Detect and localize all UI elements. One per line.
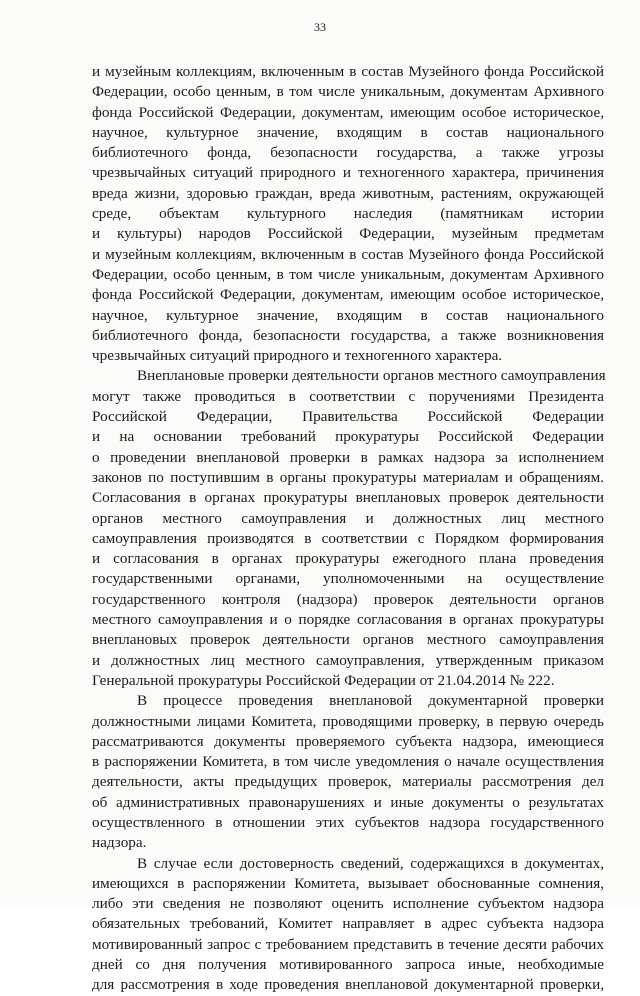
text-line: Федерации, особо ценным, в том числе уникальным, документам Архивного <box>92 265 604 283</box>
text-line: либо эти сведения не позволяют оценить исполнение субъектом надзора <box>92 895 604 913</box>
text-line: Внеплановые проверки деятельности органов местного самоуправления <box>137 367 606 385</box>
body-text <box>92 62 604 996</box>
text-line: обязательных требований, Комитет направляет в адрес субъекта надзора <box>92 915 604 933</box>
text-line: законов по поступившим в органы прокуратуры материалам и обращениям. <box>92 468 604 486</box>
text-line: Согласования в органах прокуратуры внеплановых проверок деятельности <box>92 489 604 507</box>
text-line: в распоряжении Комитета, в том числе уведомления о начале осуществления <box>92 753 604 771</box>
text-line: чрезвычайных ситуаций природного и техногенного характера, причинения <box>92 164 604 182</box>
text-line: могут также проводиться в соответствии с поручениями Президента <box>92 387 604 405</box>
text-line: дней со дня получения мотивированного запроса иные, необходимые <box>92 956 604 974</box>
text-line: Генеральной прокуратуры Российской Федерации от 21.04.2014 № 222. <box>92 671 555 689</box>
text-line: о проведении внеплановой проверки в рамках надзора за исполнением <box>92 448 604 466</box>
text-line: Федерации, особо ценным, в том числе уникальным, документам Архивного <box>92 83 604 101</box>
text-line: должностными лицами Комитета, проводящими проверку, в первую очередь <box>92 712 604 730</box>
text-line: осуществленного в отношении этих субъектов надзора государственного <box>92 813 604 831</box>
text-line: В процессе проведения внеплановой документарной проверки <box>137 692 604 710</box>
text-line: для рассмотрения в ходе проведения внеплановой документарной проверки, <box>92 976 604 994</box>
text-line: и музейным коллекциям, включенным в состав Музейного фонда Российской <box>92 245 604 263</box>
text-line: государственного контроля (надзора) проверок деятельности органов <box>92 590 604 608</box>
text-line: государственными органами, уполномоченными на осуществление <box>92 570 604 588</box>
text-line: местного самоуправления и о порядке согласования в органах прокуратуры <box>92 611 604 629</box>
text-line: об административных правонарушениях и иные документы о результатах <box>92 793 604 811</box>
text-line: библиотечного фонда, безопасности государства, а также угрозы <box>92 144 604 162</box>
text-line: научное, культурное значение, входящим в состав национального <box>92 123 604 141</box>
text-line: фонда Российской Федерации, документам, имеющим особое историческое, <box>92 286 604 304</box>
paragraph <box>92 62 604 366</box>
text-line: внеплановых проверок деятельности органов местного самоуправления <box>92 631 604 649</box>
text-line: научное, культурное значение, входящим в состав национального <box>92 306 604 324</box>
text-line: имеющихся в распоряжении Комитета, вызывает обоснованные сомнения, <box>92 874 604 892</box>
text-line: и должностных лиц местного самоуправления, утвержденным приказом <box>92 651 604 669</box>
text-line: органов местного самоуправления и должностных лиц местного <box>92 509 604 527</box>
text-line: самоуправления производятся в соответствии с Порядком формирования <box>92 529 604 547</box>
text-line: фонда Российской Федерации, документам, имеющим особое историческое, <box>92 103 604 121</box>
text-line: В случае если достоверность сведений, содержащихся в документах, <box>137 854 604 872</box>
paragraph <box>92 854 604 996</box>
text-line: чрезвычайных ситуаций природного и техногенного характера. <box>92 347 503 365</box>
text-line: среде, объектам культурного наследия (памятникам истории <box>92 205 604 223</box>
text-line: и на основании требований прокуратуры Российской Федерации <box>92 428 604 446</box>
text-line: Российской Федерации, Правительства Российской Федерации <box>92 408 604 426</box>
text-line: надзора. <box>92 834 147 852</box>
text-line: вреда жизни, здоровью граждан, вреда животным, растениям, окружающей <box>92 184 604 202</box>
paragraph <box>92 691 604 853</box>
page-number: 33 <box>314 20 326 34</box>
text-line: мотивированный запрос с требованием представить в течение десяти рабочих <box>92 935 604 953</box>
text-line: и культуры) народов Российской Федерации, музейным предметам <box>92 225 604 243</box>
text-line: рассматриваются документы проверяемого субъекта надзора, имеющиеся <box>92 732 604 750</box>
paragraph <box>92 366 604 691</box>
text-line: библиотечного фонда, безопасности государства, а также возникновения <box>92 326 604 344</box>
text-line: и согласования в органах прокуратуры ежегодного плана проведения <box>92 550 604 568</box>
text-line: и музейным коллекциям, включенным в состав Музейного фонда Российской <box>92 63 604 80</box>
text-line: деятельности, акты предыдущих проверок, материалы рассмотрения дел <box>92 773 604 791</box>
